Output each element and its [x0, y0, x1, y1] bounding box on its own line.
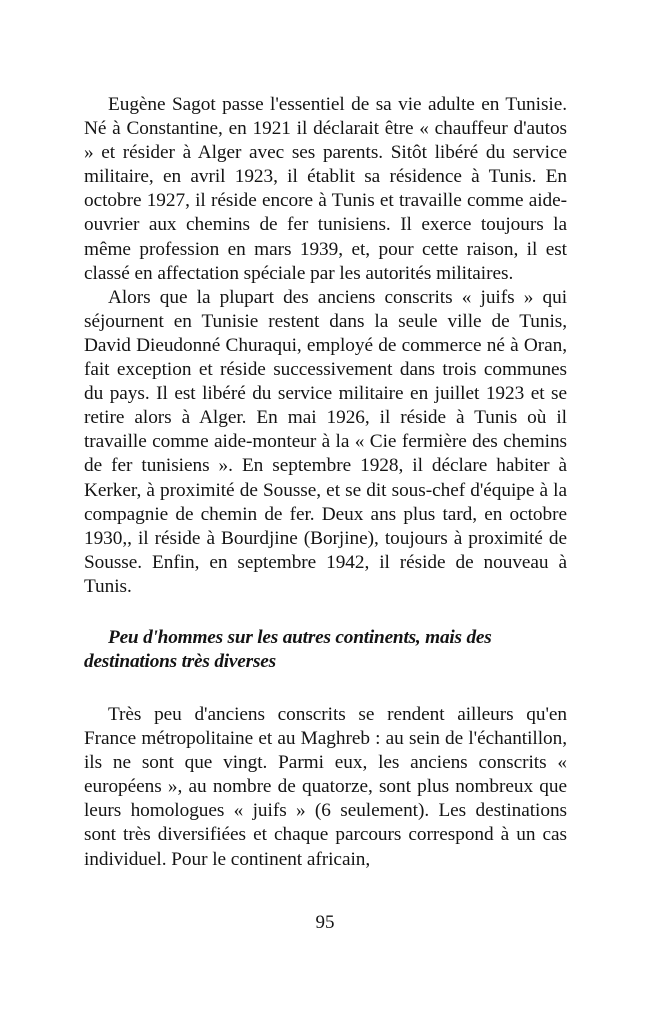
section-heading: Peu d'hommes sur les autres continents, mais des destinations très diverses: [84, 626, 492, 673]
section-spacer: [84, 675, 567, 703]
page-number: 95: [315, 912, 335, 933]
paragraph-david-churaqui: Alors que la plupart des anciens conscrits « juifs » qui séjournent en Tunisie restent dans la seule ville de Tunis, David Dieudonné Churaqui, employé de commerce né à Oran, fait exception et réside successivement dans trois communes du pays. Il est libéré du service militaire en juillet 1923 et se retire alors à Alger. En mai 1926, il réside à Tunis où il travaille comme aide-monteur à la « Cie fermière des chemins de fer tunisiens ». En septembre 1928, il déclare habiter à Kerker, à proximité de Sousse, et se dit sous-chef d'équipe à la compagnie de chemin de fer. Deux ans plus tard, en octobre 1930,, il réside à Bourdjine (Borjine), toujours à proximité de Sousse. Enfin, en septembre 1942, il réside de nouveau à Tunis.: [84, 286, 567, 597]
paragraph-other-continents: Très peu d'anciens conscrits se rendent ailleurs qu'en France métropolitaine et au Maghreb : au sein de l'échantillon, ils ne sont que vingt. Parmi eux, les anciens conscrits « européens », au nombre de quatorze, sont plus nombreux que leurs homologues « juifs » (6 seulement). Les destinations sont très diversifiées et chaque parcours correspond à un cas individuel. Pour le continent africain,: [84, 703, 567, 870]
page-body: [84, 93, 567, 872]
paragraph-eugene-sagot: Eugène Sagot passe l'essentiel de sa vie adulte en Tunisie. Né à Constantine, en 1921 il déclarait être « chauffeur d'autos » et résider à Alger avec ses parents. Sitôt libéré du service militaire, en avril 1923, il établit sa résidence à Tunis. En octobre 1927, il réside encore à Tunis et travaille comme aide-ouvrier aux chemins de fer tunisiens. Il exerce toujours la même profession en mars 1939, et, pour cette raison, il est classé en affectation spéciale par les autorités militaires.: [84, 94, 567, 284]
